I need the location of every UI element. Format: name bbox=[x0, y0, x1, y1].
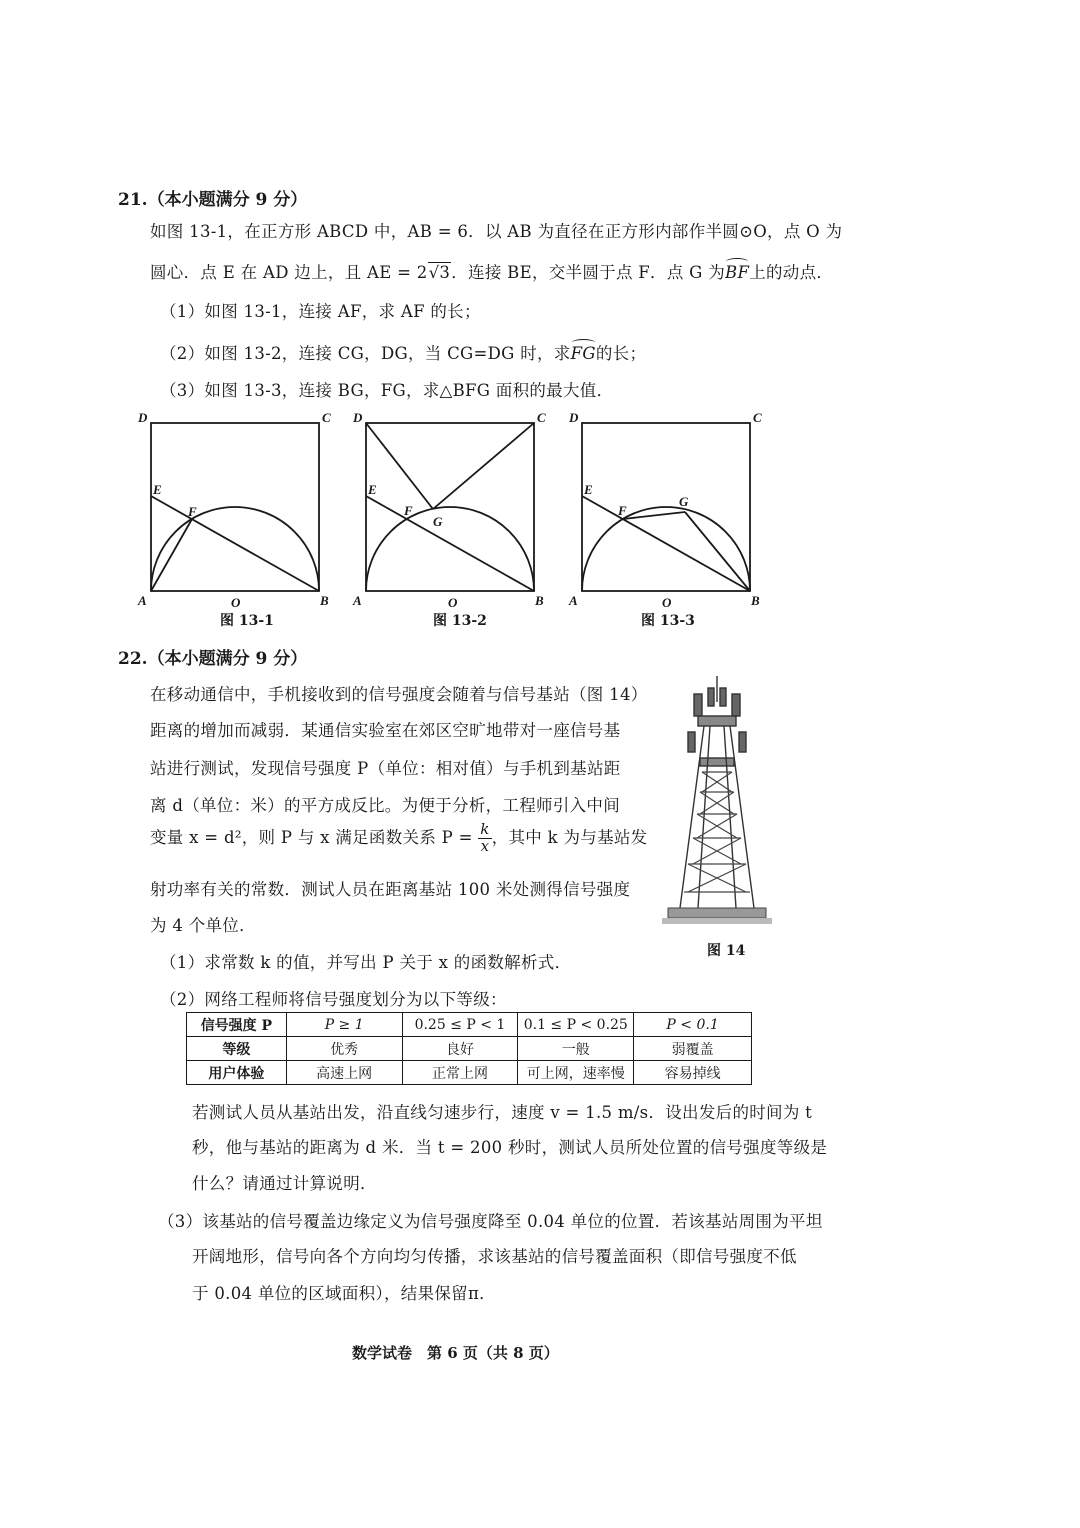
q22-part2-text-line1: 若测试人员从基站出发，沿直线匀速步行，速度 v = 1.5 m/s．设出发后的时间为 t bbox=[192, 1103, 813, 1122]
fraction-k-over-x bbox=[478, 822, 491, 855]
semicircle bbox=[582, 507, 750, 591]
caption-13-1: 图 13-1 bbox=[220, 613, 274, 629]
label-b: B bbox=[751, 593, 760, 608]
caption-14: 图 14 bbox=[707, 943, 746, 959]
q22-part1: （1）求常数 k 的值，并写出 P 关于 x 的函数解析式． bbox=[160, 953, 572, 972]
label-a: A bbox=[569, 593, 578, 608]
label-e: E bbox=[584, 482, 593, 497]
label-o: O bbox=[448, 595, 458, 610]
label-d: D bbox=[138, 410, 148, 425]
label-f: F bbox=[618, 503, 627, 518]
label-f: F bbox=[404, 503, 413, 518]
page-footer: 数学试卷 第 6 页（共 8 页） bbox=[352, 1344, 559, 1362]
q21-line2-a: 圆心．点 E 在 AD 边上，且 AE = 2 bbox=[150, 263, 428, 282]
q21-header: 21.（本小题满分 9 分） bbox=[118, 190, 308, 210]
semicircle bbox=[366, 507, 534, 591]
table-cell: 0.1 ≤ P < 0.25 bbox=[518, 1013, 634, 1037]
label-c: C bbox=[322, 410, 331, 425]
segment-be bbox=[582, 496, 750, 591]
label-a: A bbox=[138, 593, 147, 608]
table-cell: 用户体验 bbox=[187, 1061, 287, 1085]
arc-bf: BF bbox=[725, 263, 750, 282]
q22-para-line2: 距离的增加而减弱．某通信实验室在郊区空旷地带对一座信号基 bbox=[150, 721, 621, 740]
figure-13-3 bbox=[561, 402, 776, 634]
signal-grade-table bbox=[186, 1012, 752, 1085]
q22-para2-line2: 为 4 个单位． bbox=[150, 916, 256, 935]
table-cell: 一般 bbox=[518, 1037, 634, 1061]
q22-part3-line2: 开阔地形，信号向各个方向均匀传播，求该基站的信号覆盖面积（即信号强度不低 bbox=[192, 1247, 797, 1266]
caption-13-2: 图 13-2 bbox=[433, 613, 487, 629]
table-cell: 高速上网 bbox=[286, 1061, 402, 1085]
label-e: E bbox=[153, 482, 162, 497]
label-g: G bbox=[433, 514, 443, 529]
q22-part3-line1: （3）该基站的信号覆盖边缘定义为信号强度降至 0.04 单位的位置．若该基站周围为平坦 bbox=[158, 1212, 823, 1231]
arc-fg: FG bbox=[570, 344, 596, 363]
q21-line1: 如图 13-1，在正方形 ABCD 中，AB = 6．以 AB 为直径在正方形内部作半圆⊙O，点 O 为 bbox=[150, 222, 843, 241]
caption-13-3: 图 13-3 bbox=[641, 613, 695, 629]
table-cell: 等级 bbox=[187, 1037, 287, 1061]
label-c: C bbox=[537, 410, 546, 425]
label-g: G bbox=[679, 494, 689, 509]
q22-part3-line3: 于 0.04 单位的区域面积），结果保留π． bbox=[192, 1284, 496, 1303]
fraction-numerator: k bbox=[480, 820, 490, 838]
sqrt-radicand: 3 bbox=[439, 263, 451, 282]
q22-para2-line1: 射功率有关的常数．测试人员在距离基站 100 米处测得信号强度 bbox=[150, 880, 631, 899]
fraction-denominator: x bbox=[480, 836, 490, 855]
q21-part1: （1）如图 13-1，连接 AF，求 AF 的长； bbox=[160, 302, 481, 321]
segment-fg bbox=[623, 512, 685, 519]
label-o: O bbox=[231, 595, 241, 610]
q21-line2-b: ．连接 BE，交半圆于点 F．点 G 为 bbox=[451, 263, 726, 282]
formula-a: 变量 x = d²，则 P 与 x 满足函数关系 P = bbox=[150, 827, 473, 847]
q22-part2-text-line2: 秒，他与基站的距离为 d 米．当 t = 200 秒时，测试人员所处位置的信号强度等级是 bbox=[192, 1138, 828, 1157]
q21-part2-b: 的长； bbox=[595, 344, 647, 363]
table-cell: 良好 bbox=[402, 1037, 518, 1061]
table-cell: 正常上网 bbox=[402, 1061, 518, 1085]
table-row bbox=[187, 1013, 752, 1037]
q22-formula-line bbox=[150, 822, 647, 855]
q21-line2 bbox=[150, 259, 833, 283]
q21-part2-a: （2）如图 13-2，连接 CG，DG，当 CG=DG 时，求 bbox=[160, 344, 571, 363]
table-cell: 优秀 bbox=[286, 1037, 402, 1061]
label-f: F bbox=[188, 504, 197, 519]
q21-part2 bbox=[160, 340, 646, 364]
q21-part3: （3）如图 13-3，连接 BG，FG，求△BFG 面积的最大值． bbox=[160, 381, 614, 400]
label-d: D bbox=[353, 410, 363, 425]
q21-line2-c: 上的动点． bbox=[749, 263, 834, 282]
segment-be bbox=[366, 496, 534, 591]
table-cell: 0.25 ≤ P < 1 bbox=[402, 1013, 518, 1037]
q22-part2: （2）网络工程师将信号强度划分为以下等级： bbox=[160, 990, 507, 1009]
label-c: C bbox=[753, 410, 762, 425]
table-cell: P ≥ 1 bbox=[286, 1013, 402, 1037]
table-cell: P < 0.1 bbox=[634, 1013, 752, 1037]
table-row bbox=[187, 1061, 752, 1085]
segment-be bbox=[151, 496, 319, 591]
q22-header: 22.（本小题满分 9 分） bbox=[118, 649, 308, 669]
q22-para-line1: 在移动通信中，手机接收到的信号强度会随着与信号基站（图 14） bbox=[150, 685, 648, 704]
q22-part2-text-line3: 什么？请通过计算说明． bbox=[192, 1174, 377, 1193]
formula-b: ，其中 k 为与基站发 bbox=[491, 827, 648, 847]
label-o: O bbox=[662, 595, 672, 610]
semicircle bbox=[151, 507, 319, 591]
label-b: B bbox=[320, 593, 329, 608]
label-e: E bbox=[368, 482, 377, 497]
sqrt-3: √3 bbox=[428, 263, 451, 282]
figure-13-1 bbox=[130, 402, 345, 634]
table-row bbox=[187, 1037, 752, 1061]
signal-tower-image bbox=[662, 672, 772, 936]
q22-para-line4: 离 d（单位：米）的平方成反比。为便于分析，工程师引入中间 bbox=[150, 796, 621, 815]
label-a: A bbox=[353, 593, 362, 608]
label-b: B bbox=[535, 593, 544, 608]
table-cell: 弱覆盖 bbox=[634, 1037, 752, 1061]
table-cell: 信号强度 P bbox=[187, 1013, 287, 1037]
table-cell: 可上网，速率慢 bbox=[518, 1061, 634, 1085]
segment-af bbox=[151, 519, 192, 591]
table-cell: 容易掉线 bbox=[634, 1061, 752, 1085]
q22-para-line3: 站进行测试，发现信号强度 P（单位：相对值）与手机到基站距 bbox=[150, 759, 621, 778]
label-d: D bbox=[569, 410, 579, 425]
segment-cg bbox=[433, 423, 534, 509]
figure-13-2 bbox=[345, 402, 560, 634]
